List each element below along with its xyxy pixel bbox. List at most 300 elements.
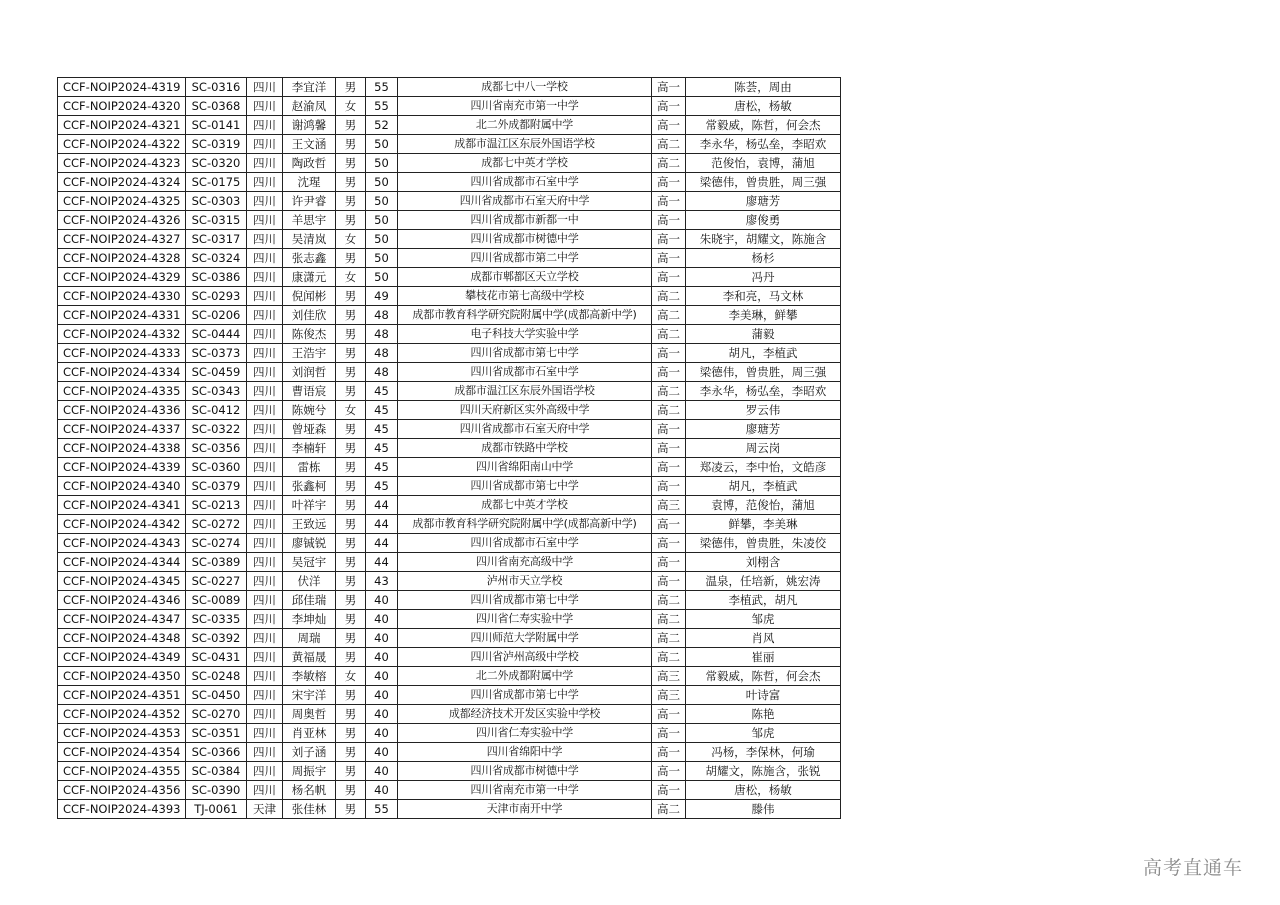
school-cell: 成都市铁路中学校 [398, 439, 652, 458]
gender-cell: 男 [336, 78, 366, 97]
table-row [58, 800, 841, 819]
school-cell: 成都七中八一学校 [398, 78, 652, 97]
gender-cell: 男 [336, 287, 366, 306]
name-cell: 张鑫柯 [283, 477, 336, 496]
school-cell: 攀枝花市第七高级中学校 [398, 287, 652, 306]
contestant-id-cell: CCF-NOIP2024-4338 [58, 439, 186, 458]
score-cell: 40 [366, 724, 398, 743]
gender-cell: 男 [336, 496, 366, 515]
school-cell: 北二外成都附属中学 [398, 667, 652, 686]
province-cell: 四川 [247, 382, 283, 401]
gender-cell: 女 [336, 401, 366, 420]
table-row [58, 325, 841, 344]
table-row [58, 610, 841, 629]
score-cell: 50 [366, 211, 398, 230]
exam-id-cell: SC-0272 [186, 515, 247, 534]
table-row [58, 762, 841, 781]
exam-id-cell: SC-0379 [186, 477, 247, 496]
score-cell: 50 [366, 268, 398, 287]
table-row [58, 116, 841, 135]
table-row [58, 553, 841, 572]
gender-cell: 男 [336, 610, 366, 629]
contestant-id-cell: CCF-NOIP2024-4346 [58, 591, 186, 610]
contestant-id-cell: CCF-NOIP2024-4349 [58, 648, 186, 667]
contestant-id-cell: CCF-NOIP2024-4325 [58, 192, 186, 211]
gender-cell: 男 [336, 515, 366, 534]
exam-id-cell: SC-0270 [186, 705, 247, 724]
coach-cell: 范俊怡，袁博，蒲旭 [686, 154, 841, 173]
school-cell: 四川省成都市树德中学 [398, 762, 652, 781]
name-cell: 吴清岚 [283, 230, 336, 249]
coach-cell: 廖俊勇 [686, 211, 841, 230]
school-cell: 四川省成都市树德中学 [398, 230, 652, 249]
exam-id-cell: TJ-0061 [186, 800, 247, 819]
exam-id-cell: SC-0324 [186, 249, 247, 268]
score-cell: 55 [366, 78, 398, 97]
school-cell: 成都市郫都区天立学校 [398, 268, 652, 287]
exam-id-cell: SC-0366 [186, 743, 247, 762]
school-cell: 四川省成都市第七中学 [398, 344, 652, 363]
score-cell: 43 [366, 572, 398, 591]
province-cell: 四川 [247, 192, 283, 211]
score-cell: 40 [366, 610, 398, 629]
grade-cell: 高二 [652, 800, 686, 819]
table-row [58, 458, 841, 477]
school-cell: 四川省绵阳中学 [398, 743, 652, 762]
coach-cell: 温泉，任培新，姚宏涛 [686, 572, 841, 591]
table-row [58, 78, 841, 97]
school-cell: 四川省仁寿实验中学 [398, 610, 652, 629]
name-cell: 王浩宇 [283, 344, 336, 363]
coach-cell: 邹虎 [686, 610, 841, 629]
grade-cell: 高二 [652, 610, 686, 629]
province-cell: 四川 [247, 249, 283, 268]
coach-cell: 胡凡，李植武 [686, 477, 841, 496]
contestant-id-cell: CCF-NOIP2024-4332 [58, 325, 186, 344]
table-row [58, 572, 841, 591]
coach-cell: 罗云伟 [686, 401, 841, 420]
exam-id-cell: SC-0343 [186, 382, 247, 401]
exam-id-cell: SC-0316 [186, 78, 247, 97]
name-cell: 张志鑫 [283, 249, 336, 268]
name-cell: 羊思宇 [283, 211, 336, 230]
school-cell: 四川省成都市石室天府中学 [398, 192, 652, 211]
coach-cell: 蒲毅 [686, 325, 841, 344]
table-row [58, 173, 841, 192]
exam-id-cell: SC-0459 [186, 363, 247, 382]
score-cell: 40 [366, 762, 398, 781]
grade-cell: 高一 [652, 268, 686, 287]
gender-cell: 男 [336, 629, 366, 648]
coach-cell: 冯杨，李保林，何瑜 [686, 743, 841, 762]
name-cell: 刘子涵 [283, 743, 336, 762]
grade-cell: 高二 [652, 629, 686, 648]
score-cell: 45 [366, 458, 398, 477]
table-row [58, 192, 841, 211]
table-row [58, 724, 841, 743]
grade-cell: 高一 [652, 420, 686, 439]
name-cell: 刘佳欣 [283, 306, 336, 325]
coach-cell: 胡凡，李植武 [686, 344, 841, 363]
name-cell: 吴冠宇 [283, 553, 336, 572]
gender-cell: 男 [336, 686, 366, 705]
school-cell: 成都市教育科学研究院附属中学(成都高新中学) [398, 515, 652, 534]
contestant-id-cell: CCF-NOIP2024-4344 [58, 553, 186, 572]
school-cell: 四川省成都市石室中学 [398, 363, 652, 382]
province-cell: 四川 [247, 705, 283, 724]
coach-cell: 杨杉 [686, 249, 841, 268]
score-cell: 40 [366, 629, 398, 648]
exam-id-cell: SC-0175 [186, 173, 247, 192]
score-cell: 50 [366, 173, 398, 192]
coach-cell: 崔丽 [686, 648, 841, 667]
province-cell: 四川 [247, 572, 283, 591]
table-row [58, 420, 841, 439]
exam-id-cell: SC-0335 [186, 610, 247, 629]
gender-cell: 男 [336, 781, 366, 800]
table-row [58, 648, 841, 667]
school-cell: 四川省成都市第七中学 [398, 591, 652, 610]
contestant-id-cell: CCF-NOIP2024-4348 [58, 629, 186, 648]
coach-cell: 胡耀文，陈施含，张锐 [686, 762, 841, 781]
province-cell: 四川 [247, 781, 283, 800]
exam-id-cell: SC-0303 [186, 192, 247, 211]
name-cell: 李楠轩 [283, 439, 336, 458]
province-cell: 四川 [247, 534, 283, 553]
exam-id-cell: SC-0315 [186, 211, 247, 230]
exam-id-cell: SC-0373 [186, 344, 247, 363]
contestant-id-cell: CCF-NOIP2024-4330 [58, 287, 186, 306]
school-cell: 四川省南充高级中学 [398, 553, 652, 572]
score-cell: 40 [366, 743, 398, 762]
coach-cell: 周云岗 [686, 439, 841, 458]
school-cell: 北二外成都附属中学 [398, 116, 652, 135]
coach-cell: 肖风 [686, 629, 841, 648]
table-row [58, 382, 841, 401]
contestant-id-cell: CCF-NOIP2024-4320 [58, 97, 186, 116]
score-cell: 40 [366, 686, 398, 705]
score-cell: 40 [366, 648, 398, 667]
gender-cell: 男 [336, 344, 366, 363]
coach-cell: 廖瑭芳 [686, 420, 841, 439]
contestant-id-cell: CCF-NOIP2024-4343 [58, 534, 186, 553]
contestant-id-cell: CCF-NOIP2024-4341 [58, 496, 186, 515]
contestant-id-cell: CCF-NOIP2024-4331 [58, 306, 186, 325]
exam-id-cell: SC-0384 [186, 762, 247, 781]
contestant-id-cell: CCF-NOIP2024-4335 [58, 382, 186, 401]
coach-cell: 叶诗富 [686, 686, 841, 705]
exam-id-cell: SC-0351 [186, 724, 247, 743]
table-row [58, 743, 841, 762]
contestant-id-cell: CCF-NOIP2024-4321 [58, 116, 186, 135]
grade-cell: 高二 [652, 154, 686, 173]
province-cell: 四川 [247, 496, 283, 515]
contestant-id-cell: CCF-NOIP2024-4355 [58, 762, 186, 781]
province-cell: 四川 [247, 268, 283, 287]
grade-cell: 高二 [652, 135, 686, 154]
name-cell: 杨名帆 [283, 781, 336, 800]
province-cell: 四川 [247, 686, 283, 705]
exam-id-cell: SC-0356 [186, 439, 247, 458]
province-cell: 四川 [247, 78, 283, 97]
coach-cell: 冯丹 [686, 268, 841, 287]
name-cell: 宋宇洋 [283, 686, 336, 705]
table-row [58, 401, 841, 420]
name-cell: 陈婉兮 [283, 401, 336, 420]
grade-cell: 高二 [652, 287, 686, 306]
grade-cell: 高一 [652, 724, 686, 743]
score-cell: 44 [366, 553, 398, 572]
grade-cell: 高一 [652, 743, 686, 762]
table-row [58, 667, 841, 686]
school-cell: 成都七中英才学校 [398, 496, 652, 515]
score-cell: 55 [366, 800, 398, 819]
gender-cell: 男 [336, 211, 366, 230]
contestant-id-cell: CCF-NOIP2024-4352 [58, 705, 186, 724]
gender-cell: 男 [336, 173, 366, 192]
coach-cell: 李美琳，鲜攀 [686, 306, 841, 325]
name-cell: 许尹睿 [283, 192, 336, 211]
exam-id-cell: SC-0392 [186, 629, 247, 648]
coach-cell: 陈荟，周由 [686, 78, 841, 97]
province-cell: 四川 [247, 287, 283, 306]
name-cell: 黄福晟 [283, 648, 336, 667]
name-cell: 叶祥宇 [283, 496, 336, 515]
name-cell: 周瑞 [283, 629, 336, 648]
gender-cell: 女 [336, 97, 366, 116]
province-cell: 四川 [247, 762, 283, 781]
gender-cell: 男 [336, 192, 366, 211]
contestant-id-cell: CCF-NOIP2024-4340 [58, 477, 186, 496]
exam-id-cell: SC-0389 [186, 553, 247, 572]
score-cell: 45 [366, 382, 398, 401]
name-cell: 雷栋 [283, 458, 336, 477]
coach-cell: 朱晓宇，胡耀文，陈施含 [686, 230, 841, 249]
province-cell: 四川 [247, 667, 283, 686]
grade-cell: 高一 [652, 97, 686, 116]
contestant-id-cell: CCF-NOIP2024-4319 [58, 78, 186, 97]
name-cell: 李敏榕 [283, 667, 336, 686]
coach-cell: 常毅威，陈哲，何会杰 [686, 116, 841, 135]
coach-cell: 唐松，杨敏 [686, 97, 841, 116]
school-cell: 成都市温江区东辰外国语学校 [398, 135, 652, 154]
contestant-id-cell: CCF-NOIP2024-4323 [58, 154, 186, 173]
exam-id-cell: SC-0141 [186, 116, 247, 135]
contestant-id-cell: CCF-NOIP2024-4345 [58, 572, 186, 591]
grade-cell: 高一 [652, 762, 686, 781]
contestant-id-cell: CCF-NOIP2024-4339 [58, 458, 186, 477]
contestant-id-cell: CCF-NOIP2024-4329 [58, 268, 186, 287]
school-cell: 天津市南开中学 [398, 800, 652, 819]
exam-id-cell: SC-0317 [186, 230, 247, 249]
name-cell: 周奥哲 [283, 705, 336, 724]
contestant-id-cell: CCF-NOIP2024-4336 [58, 401, 186, 420]
school-cell: 成都市教育科学研究院附属中学(成都高新中学) [398, 306, 652, 325]
school-cell: 四川省南充市第一中学 [398, 781, 652, 800]
contestant-id-cell: CCF-NOIP2024-4347 [58, 610, 186, 629]
table-row [58, 344, 841, 363]
province-cell: 四川 [247, 401, 283, 420]
province-cell: 四川 [247, 173, 283, 192]
exam-id-cell: SC-0431 [186, 648, 247, 667]
coach-cell: 李和亮，马文林 [686, 287, 841, 306]
grade-cell: 高二 [652, 325, 686, 344]
name-cell: 沈瑆 [283, 173, 336, 192]
school-cell: 四川省泸州高级中学校 [398, 648, 652, 667]
province-cell: 四川 [247, 116, 283, 135]
school-cell: 四川省成都市第七中学 [398, 686, 652, 705]
table-row [58, 705, 841, 724]
province-cell: 四川 [247, 420, 283, 439]
name-cell: 陈俊杰 [283, 325, 336, 344]
gender-cell: 男 [336, 648, 366, 667]
score-cell: 50 [366, 192, 398, 211]
grade-cell: 高一 [652, 173, 686, 192]
name-cell: 刘润哲 [283, 363, 336, 382]
contestant-id-cell: CCF-NOIP2024-4350 [58, 667, 186, 686]
province-cell: 四川 [247, 724, 283, 743]
province-cell: 四川 [247, 743, 283, 762]
school-cell: 四川省成都市石室天府中学 [398, 420, 652, 439]
grade-cell: 高一 [652, 515, 686, 534]
name-cell: 张佳林 [283, 800, 336, 819]
school-cell: 四川省仁寿实验中学 [398, 724, 652, 743]
gender-cell: 男 [336, 420, 366, 439]
gender-cell: 女 [336, 667, 366, 686]
coach-cell: 邹虎 [686, 724, 841, 743]
table-row [58, 534, 841, 553]
score-cell: 55 [366, 97, 398, 116]
gender-cell: 男 [336, 762, 366, 781]
gender-cell: 男 [336, 382, 366, 401]
gender-cell: 男 [336, 800, 366, 819]
name-cell: 倪闻彬 [283, 287, 336, 306]
exam-id-cell: SC-0293 [186, 287, 247, 306]
score-cell: 49 [366, 287, 398, 306]
coach-cell: 郑凌云，李中怡，文皓彦 [686, 458, 841, 477]
gender-cell: 男 [336, 743, 366, 762]
grade-cell: 高一 [652, 78, 686, 97]
school-cell: 电子科技大学实验中学 [398, 325, 652, 344]
gender-cell: 男 [336, 135, 366, 154]
gender-cell: 男 [336, 705, 366, 724]
score-cell: 44 [366, 496, 398, 515]
gender-cell: 男 [336, 591, 366, 610]
gender-cell: 男 [336, 553, 366, 572]
name-cell: 王文涵 [283, 135, 336, 154]
gender-cell: 男 [336, 477, 366, 496]
table-row [58, 439, 841, 458]
exam-id-cell: SC-0213 [186, 496, 247, 515]
gender-cell: 女 [336, 230, 366, 249]
grade-cell: 高一 [652, 553, 686, 572]
contestant-id-cell: CCF-NOIP2024-4342 [58, 515, 186, 534]
table-row [58, 135, 841, 154]
contestant-id-cell: CCF-NOIP2024-4324 [58, 173, 186, 192]
contestant-id-cell: CCF-NOIP2024-4337 [58, 420, 186, 439]
school-cell: 四川省成都市第七中学 [398, 477, 652, 496]
province-cell: 四川 [247, 648, 283, 667]
score-cell: 40 [366, 705, 398, 724]
coach-cell: 李植武，胡凡 [686, 591, 841, 610]
grade-cell: 高一 [652, 249, 686, 268]
province-cell: 四川 [247, 135, 283, 154]
table-row [58, 686, 841, 705]
gender-cell: 女 [336, 268, 366, 287]
table-row [58, 496, 841, 515]
table-row [58, 287, 841, 306]
score-cell: 40 [366, 667, 398, 686]
coach-cell: 唐松，杨敏 [686, 781, 841, 800]
gender-cell: 男 [336, 439, 366, 458]
province-cell: 四川 [247, 515, 283, 534]
score-cell: 52 [366, 116, 398, 135]
coach-cell: 袁博，范俊怡，蒲旭 [686, 496, 841, 515]
grade-cell: 高一 [652, 781, 686, 800]
contestant-id-cell: CCF-NOIP2024-4334 [58, 363, 186, 382]
grade-cell: 高一 [652, 705, 686, 724]
name-cell: 李坤灿 [283, 610, 336, 629]
school-cell: 四川天府新区实外高级中学 [398, 401, 652, 420]
gender-cell: 男 [336, 306, 366, 325]
table-row [58, 249, 841, 268]
table-row [58, 477, 841, 496]
exam-id-cell: SC-0322 [186, 420, 247, 439]
exam-id-cell: SC-0319 [186, 135, 247, 154]
school-cell: 四川省成都市石室中学 [398, 534, 652, 553]
contestant-id-cell: CCF-NOIP2024-4327 [58, 230, 186, 249]
contestant-id-cell: CCF-NOIP2024-4356 [58, 781, 186, 800]
grade-cell: 高一 [652, 439, 686, 458]
gender-cell: 男 [336, 249, 366, 268]
table-body [58, 78, 841, 819]
table-row [58, 591, 841, 610]
school-cell: 四川省成都市新都一中 [398, 211, 652, 230]
coach-cell: 滕伟 [686, 800, 841, 819]
province-cell: 四川 [247, 97, 283, 116]
score-cell: 40 [366, 781, 398, 800]
score-cell: 45 [366, 401, 398, 420]
province-cell: 四川 [247, 344, 283, 363]
score-cell: 48 [366, 325, 398, 344]
grade-cell: 高一 [652, 477, 686, 496]
grade-cell: 高二 [652, 401, 686, 420]
school-cell: 四川省成都市第二中学 [398, 249, 652, 268]
score-cell: 45 [366, 439, 398, 458]
school-cell: 泸州市天立学校 [398, 572, 652, 591]
contestant-id-cell: CCF-NOIP2024-4354 [58, 743, 186, 762]
table-row [58, 230, 841, 249]
province-cell: 四川 [247, 477, 283, 496]
score-cell: 50 [366, 135, 398, 154]
exam-id-cell: SC-0444 [186, 325, 247, 344]
grade-cell: 高二 [652, 382, 686, 401]
school-cell: 成都市温江区东辰外国语学校 [398, 382, 652, 401]
coach-cell: 常毅威，陈哲，何会杰 [686, 667, 841, 686]
score-cell: 44 [366, 534, 398, 553]
contestant-id-cell: CCF-NOIP2024-4326 [58, 211, 186, 230]
grade-cell: 高二 [652, 648, 686, 667]
contestant-id-cell: CCF-NOIP2024-4328 [58, 249, 186, 268]
grade-cell: 高二 [652, 306, 686, 325]
exam-id-cell: SC-0227 [186, 572, 247, 591]
school-cell: 四川省绵阳南山中学 [398, 458, 652, 477]
name-cell: 李宜洋 [283, 78, 336, 97]
exam-id-cell: SC-0386 [186, 268, 247, 287]
name-cell: 康潇元 [283, 268, 336, 287]
score-cell: 40 [366, 591, 398, 610]
grade-cell: 高一 [652, 116, 686, 135]
